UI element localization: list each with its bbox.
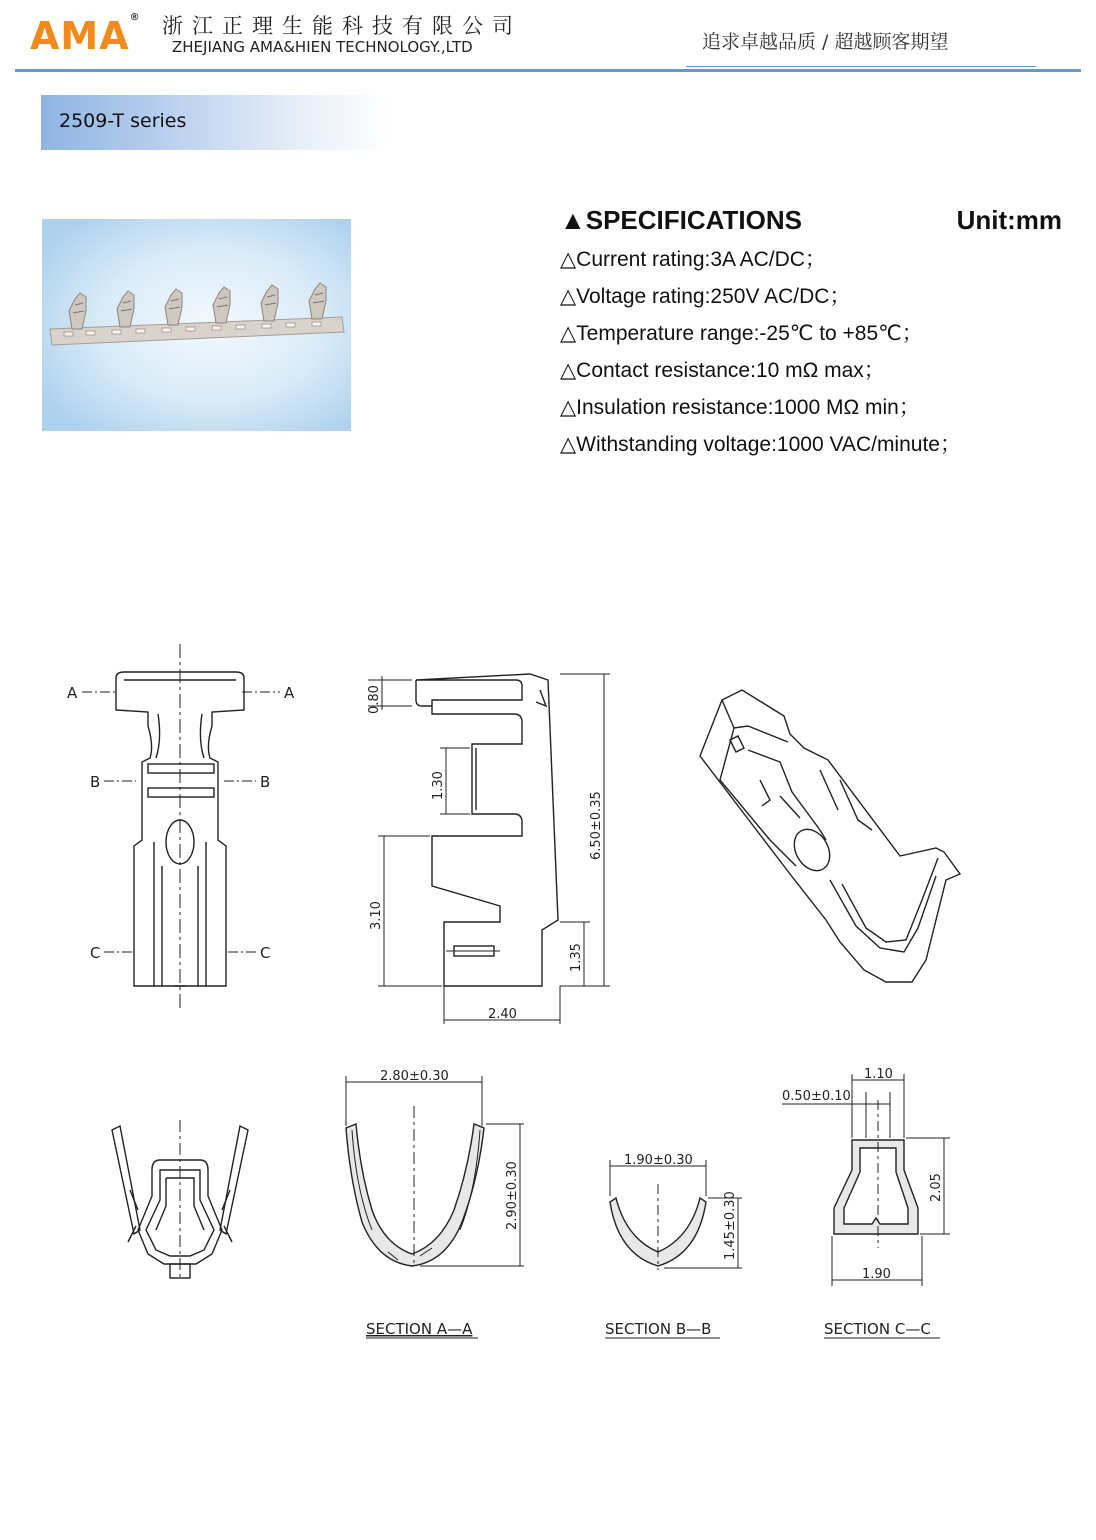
specifications-title: ▲SPECIFICATIONS	[560, 205, 802, 235]
section-c-c	[782, 1067, 950, 1338]
specifications-heading	[560, 205, 1070, 241]
dim-1.90: 1.90	[862, 1267, 891, 1282]
end-view	[112, 1120, 248, 1280]
spec-temperature-range: △Temperature range:-25℃ to +85℃；	[560, 322, 923, 345]
registered-mark: ®	[129, 12, 141, 23]
dim-0.80: 0.80	[367, 685, 382, 714]
marker-a-left: A	[67, 684, 78, 702]
page-header	[0, 0, 1096, 80]
spec-list	[560, 241, 1070, 463]
unit-label: Unit:mm	[956, 205, 1062, 235]
marker-a-right: A	[284, 684, 295, 702]
dim-6.50: 6.50±0.35	[589, 791, 604, 860]
series-label: 2509-T series	[59, 110, 187, 132]
section-a-a	[346, 1069, 524, 1338]
dim-1.90-b: 1.90±0.30	[624, 1153, 693, 1168]
section-label-a: SECTION A—A	[366, 1320, 473, 1338]
dim-1.35: 1.35	[569, 943, 584, 972]
section-label-c: SECTION C—C	[824, 1320, 931, 1338]
company-slogan: 追求卓越品质 / 超越顾客期望	[702, 31, 949, 53]
company-logo	[30, 14, 141, 58]
spec-current-rating: △Current rating:3A AC/DC；	[560, 248, 826, 271]
header-rule-secondary	[686, 66, 1036, 67]
marker-b-left: B	[90, 773, 101, 791]
dim-0.50: 0.50±0.10	[782, 1089, 851, 1104]
spec-insulation-resistance: △Insulation resistance:1000 MΩ min；	[560, 396, 920, 419]
product-photo	[42, 219, 351, 431]
terminal-strip-image	[42, 219, 351, 431]
header-rule	[15, 69, 1081, 72]
drawing-canvas	[0, 630, 1096, 1370]
logo-text: AMA	[30, 14, 130, 58]
company-name-en: ZHEJIANG AMA&HIEN TECHNOLOGY.,LTD	[172, 38, 473, 56]
dim-2.05: 2.05	[929, 1173, 944, 1202]
side-view	[367, 674, 610, 1024]
dim-3.10: 3.10	[369, 901, 384, 930]
dim-1.30: 1.30	[431, 771, 446, 800]
marker-b-right: B	[260, 773, 271, 791]
front-view	[67, 644, 295, 1010]
marker-c-left: C	[90, 944, 101, 962]
section-label-b: SECTION B—B	[605, 1320, 712, 1338]
spec-voltage-rating: △Voltage rating:250V AC/DC；	[560, 285, 851, 308]
isometric-view	[700, 690, 960, 982]
company-name-cn: 浙江正理生能科技有限公司	[162, 14, 522, 38]
technical-drawings	[0, 630, 1096, 1370]
spec-withstanding-voltage: △Withstanding voltage:1000 VAC/minute；	[560, 433, 961, 456]
marker-c-right: C	[260, 944, 271, 962]
dim-2.80: 2.80±0.30	[380, 1069, 449, 1084]
section-b-b	[605, 1153, 742, 1338]
dim-1.10: 1.10	[864, 1067, 893, 1082]
dim-2.40: 2.40	[488, 1007, 517, 1022]
specifications-panel	[560, 205, 1070, 463]
spec-contact-resistance: △Contact resistance:10 mΩ max；	[560, 359, 885, 382]
dim-1.45: 1.45±0.30	[723, 1191, 738, 1260]
series-banner	[41, 95, 391, 150]
dim-2.90: 2.90±0.30	[505, 1161, 520, 1230]
